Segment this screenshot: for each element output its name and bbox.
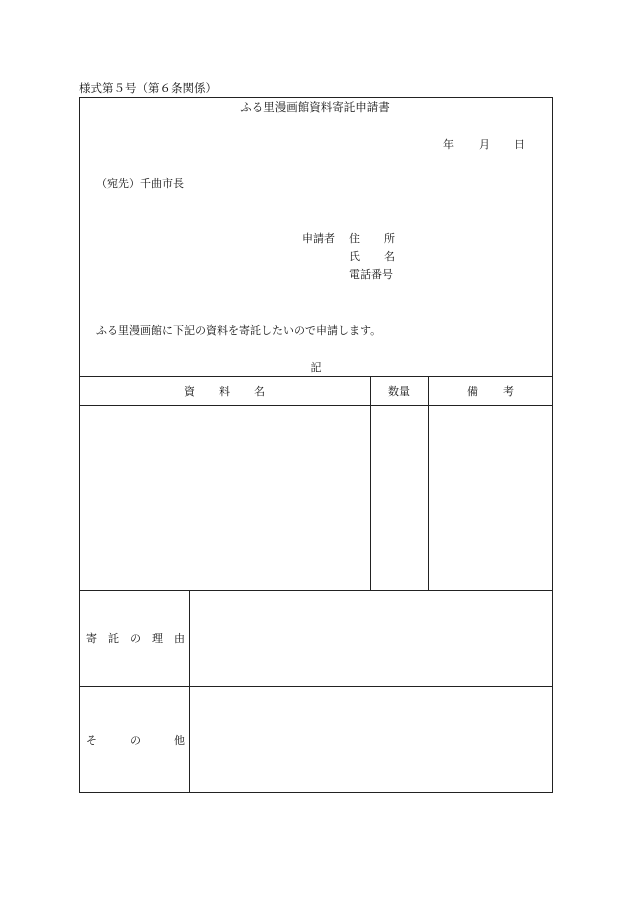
name-label-second: 名 [384,250,395,263]
header-bottom-border [79,405,553,406]
date-day-label: 日 [514,138,525,151]
header-quantity: 数量 [388,385,410,398]
applicant-label: 申請者 [302,232,335,245]
header-remarks-char-1: 備 [467,385,478,398]
form-number: 様式第５号（第６条関係） [79,81,217,95]
statement: ふる里漫画館に下記の資料を寄託したいので申請します。 [96,324,382,337]
form-title: ふる里漫画館資料寄託申請書 [240,100,390,114]
addressee: （宛先）千曲市長 [96,177,184,190]
reason-label-char-2: 託 [108,632,119,645]
name-label-first: 氏 [349,250,360,263]
header-material-char-1: 資 [184,385,195,398]
reason-label-char-3: の [130,632,141,645]
other-label-char-2: の [130,734,141,747]
column-divider-quantity [370,376,371,590]
application-form [79,97,553,793]
header-remarks-char-2: 考 [503,385,514,398]
ki-label: 記 [310,361,322,374]
phone-label: 電話番号 [349,268,393,281]
date-year-label: 年 [443,138,454,151]
address-label-second: 所 [384,232,395,245]
other-label-char-3: 他 [174,734,185,747]
other-label-char-1: そ [86,734,97,747]
reason-label-char-5: 由 [174,632,185,645]
reason-label-char-1: 寄 [86,632,97,645]
reason-label-char-4: 理 [152,632,163,645]
table-top-border [79,376,553,377]
column-divider-remarks [428,376,429,590]
items-bottom-border [79,590,553,591]
reason-bottom-border [79,686,553,687]
date-month-label: 月 [479,138,490,151]
address-label-first: 住 [349,232,360,245]
header-material-char-3: 名 [254,385,265,398]
header-material-char-2: 料 [219,385,230,398]
label-column-divider [189,590,190,793]
